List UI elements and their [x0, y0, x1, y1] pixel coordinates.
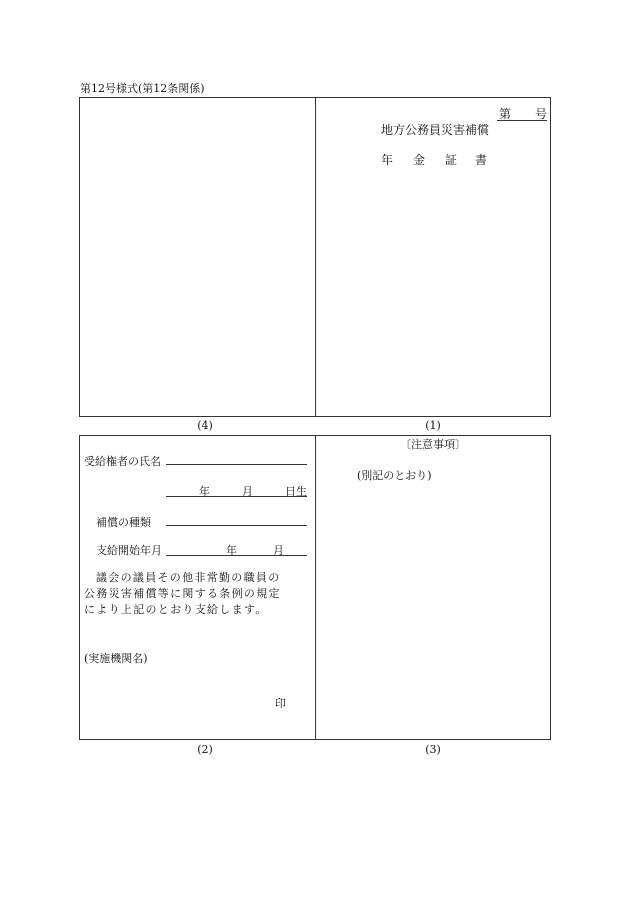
payment-statement-line-1: 議会の議員その他非常勤の職員の — [96, 571, 281, 584]
notes-heading: 〔注意事項〕 — [400, 438, 466, 451]
recipient-name-field — [166, 464, 307, 465]
payment-statement-line-2: 公務災害補償等に関する条例の規定 — [84, 587, 281, 600]
payment-month-label: 月 — [273, 544, 284, 557]
birth-month-label: 月 — [242, 485, 253, 498]
certificate-title-char-1: 年 — [381, 153, 394, 167]
certificate-title-char-4: 書 — [475, 153, 488, 167]
form-label: 第12号様式(第12条関係) — [80, 82, 205, 95]
panel-label-4: (4) — [197, 419, 213, 432]
certificate-number-prefix: 第 — [499, 107, 512, 121]
top-divider — [315, 97, 316, 417]
panel-label-1: (1) — [425, 419, 441, 432]
panel-label-2: (2) — [197, 743, 213, 756]
seal-mark: 印 — [275, 697, 286, 710]
certificate-title: 地方公務員災害補償 — [381, 123, 490, 137]
panel-label-3: (3) — [425, 743, 441, 756]
payment-statement — [84, 570, 310, 618]
birth-day-label: 日生 — [285, 485, 307, 498]
compensation-type-label: 補償の種類 — [96, 516, 151, 529]
payment-statement-line-3: により上記のとおり支給します。 — [84, 603, 268, 616]
recipient-name-label: 受給権者の氏名 — [84, 455, 161, 468]
agency-label: (実施機関名) — [84, 652, 148, 665]
payment-start-field — [166, 555, 307, 556]
notes-body: (別記のとおり) — [357, 469, 432, 482]
payment-start-label: 支給開始年月 — [96, 544, 162, 557]
birth-year-label: 年 — [199, 485, 210, 498]
certificate-number-underline — [497, 120, 547, 121]
certificate-number-suffix: 号 — [535, 107, 548, 121]
bottom-divider — [315, 435, 316, 740]
certificate-title-char-3: 証 — [445, 153, 458, 167]
compensation-type-field — [166, 525, 307, 526]
certificate-title-char-2: 金 — [413, 153, 426, 167]
payment-year-label: 年 — [226, 544, 237, 557]
birth-date-field — [166, 496, 307, 497]
